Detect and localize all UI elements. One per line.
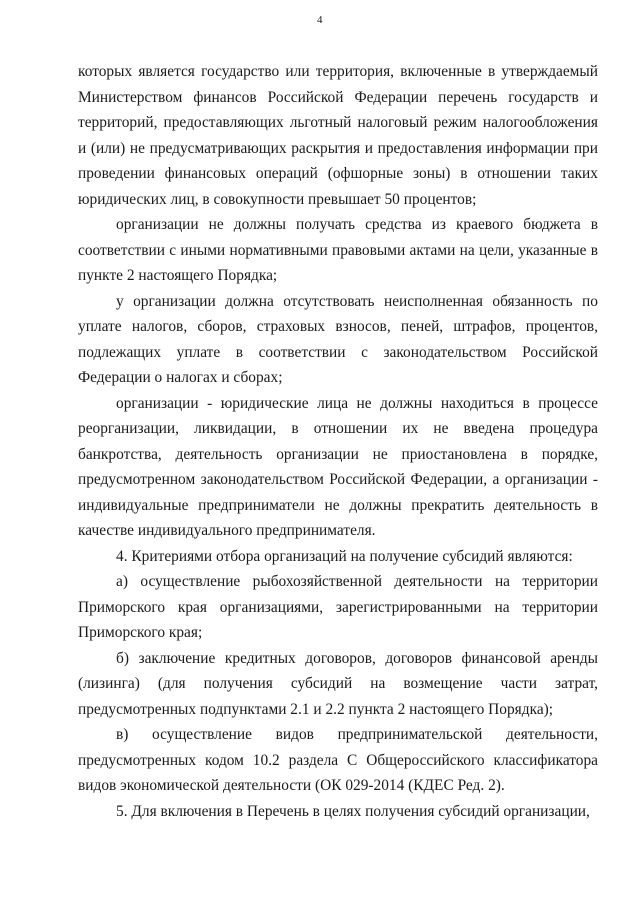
- paragraph-budget-funds: организации не должны получать средства из краевого бюджета в соответствии с иными нормативными правовыми актами на цели, указанные в пункте 2 настоящего Порядка;: [78, 216, 598, 284]
- paragraph-reorganization: организации - юридические лица не должны находиться в процессе реорганизации, ликвидации, в отношении их не введена процедура банкротства, деятельность организации не приостановлена в порядке, предусмотренном законодательством Российской Федерации, а организации - индивидуальные предприниматели не должны прекратить деятельность в качестве индивидуального предпринимателя.: [78, 394, 598, 539]
- paragraph-tax-obligations: у организации должна отсутствовать неисполненная обязанность по уплате налогов, сборов, страховых взносов, пеней, штрафов, процентов, подлежащих уплате в соответствии с законодательством Российской Федерации о налогах и сборах;: [78, 292, 598, 386]
- paragraph-section-5: 5. Для включения в Перечень в целях получения субсидий организации,: [116, 802, 590, 820]
- page-number: 4: [317, 14, 323, 26]
- paragraph-criterion-a: а) осуществление рыбохозяйственной деятельности на территории Приморского края организациями, зарегистрированными на территории Приморского края;: [78, 573, 598, 641]
- paragraph-criterion-c: в) осуществление видов предпринимательской деятельности, предусмотренных кодом 10.2 раздела С Общероссийского классификатора видов экономической деятельности (ОК 029-2014 (КДЕС Ред. 2).: [78, 726, 598, 794]
- paragraph-criterion-b: б) заключение кредитных договоров, договоров финансовой аренды (лизинга) (для получения субсидий на возмещение части затрат, предусмотренных подпунктами 2.1 и 2.2 пункта 2 настоящего Порядка);: [78, 649, 598, 718]
- paragraph-continuation: которых является государство или территория, включенные в утверждаемый Министерством финансов Российской Федерации перечень государств и территорий, предоставляющих льготный налоговый режим налогообложения и (или) не предусматривающих раскрытия и предоставления информации при проведении финансовых операций (офшорные зоны) в отношении таких юридических лиц, в совокупности превышает 50 процентов;: [78, 63, 598, 208]
- document-body: [78, 59, 598, 824]
- paragraph-criteria-heading: 4. Критериями отбора организаций на получение субсидий являются:: [116, 547, 573, 565]
